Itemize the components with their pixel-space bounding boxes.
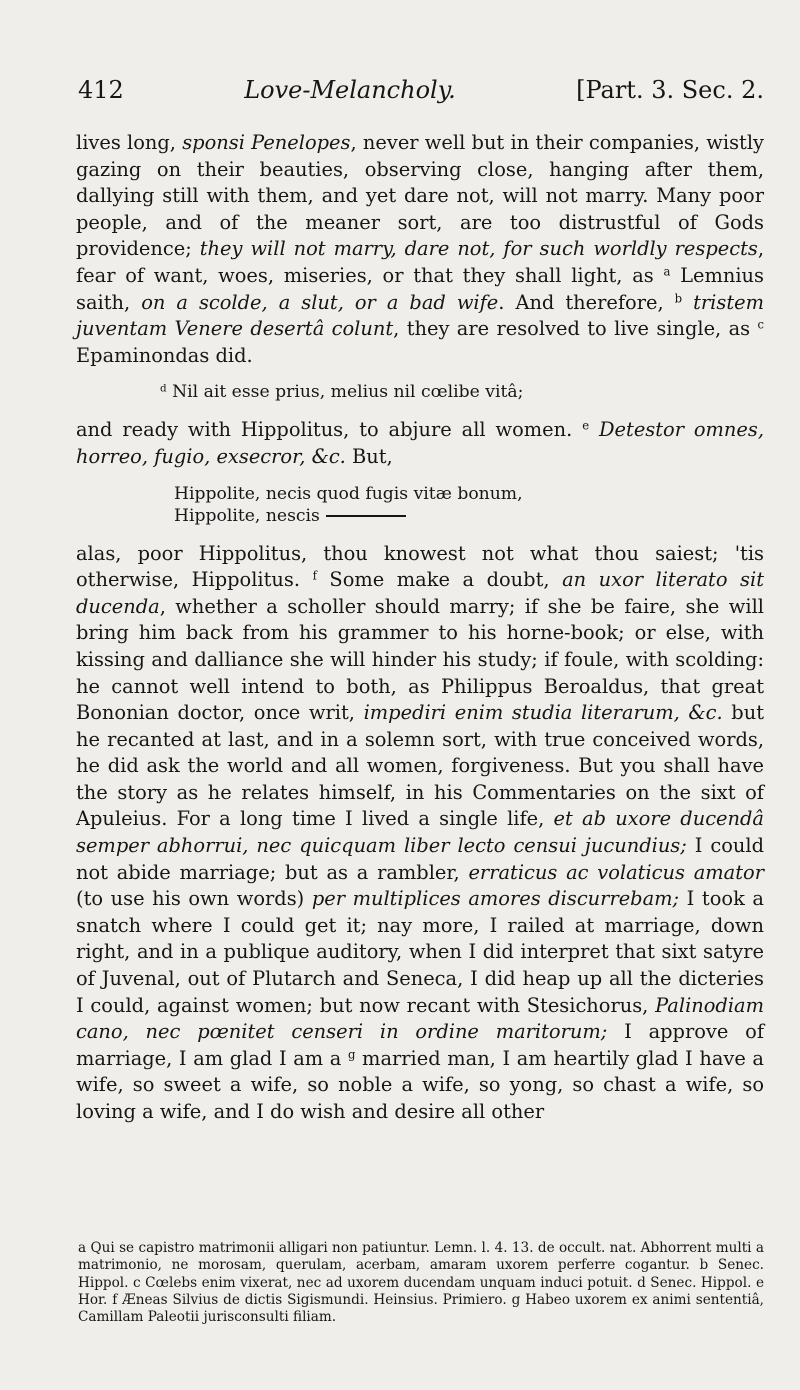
section-label: [Part. 3. Sec. 2. [576, 76, 764, 104]
footnote-ref-f: f [312, 568, 317, 583]
paragraph-3: alas, poor Hippolitus, thou knowest not what thou saiest; 'tis otherwise, Hippolitus. $^f$ Some make a doubt, an uxor literato sit ducenda, whether a scholler should marry; if she be faire, she will bring him back from his grammer to his horne-book; or else, with kissing and dalliance she will hinder his study; if foule, with scolding: he cannot well intend to both, as Philippus Beroaldus, that great Bononian doctor, once writ, impediri enim studia literarum, &c. but he recanted at last, and in a solemn sort, with true conceived words, he did ask the world and all women, forgiveness. But you shall have the story as he relates himself, in his Commentaries on the sixt of Apuleius. For a long time I lived a single life, et ab uxore ducendâ semper abhorrui, nec quicquam liber lecto censui jucundius; I could not abide marriage; but as a rambler, erraticus ac volaticus amator (to use his own words) per multiplices amores discurrebam; I took a snatch where I could get it; nay more, I railed at marriage, down right, and in a publique auditory, when I did interpret that sixt satyre of Juvenal, out of Plutarch and Seneca, I did heap up all the dicteries I could, against women; but now recant with Stesichorus, Palinodiam cano, nec pœnitet censeri in ordine maritorum; I approve of marriage, I am glad I am a $^g$ married man, I am heartily glad I have a wife, so sweet a wife, so noble a wife, so yong, so chast a wife, so loving a wife, and I do wish and desire all other [76, 541, 765, 1123]
footnote-g: g Habeo uxorem ex animi sententiâ, Camillam Paleotii jurisconsulti filiam. [78, 1291, 764, 1326]
verse-quote-2 [174, 483, 764, 527]
footnote-ref-d: d [160, 382, 167, 395]
footnote-ref-g: g [347, 1047, 356, 1062]
verse-line-1: Hippolite, necis quod fugis vitæ bonum, [174, 483, 523, 504]
paragraph-2: and ready with Hippolitus, to abjure all women. $^e$ Detestor omnes, horreo, fugio, exsecror, &c. But, [76, 418, 765, 468]
page-number: 412 [78, 76, 124, 104]
footnote-ref-b: b [674, 291, 683, 306]
footnote-ref-e: e [582, 418, 590, 433]
running-title: Love-Melancholy. [244, 76, 456, 104]
running-header [78, 76, 764, 112]
paragraph-1: lives long, sponsi Penelopes, never well but in their companies, wistly gazing on their beauties, observing close, hanging after them, dallying still with them, and yet dare not, will not marry. Many poor people, and of the meaner sort, are too distrustful of Gods providence; they will not marry, dare not, for such worldly respects, fear of want, woes, miseries, or that they shall light, as $^a$ Lemnius saith, on a scolde, a slut, or a bad wife. And therefore, $^b$ tristem juventam Venere desertâ colunt, they are resolved to live single, as $^c$ Epaminondas did. [76, 131, 765, 367]
footnote-a: a Qui se capistro matrimonii alligari non patiuntur. Lemn. l. 4. 13. de occult. nat. Abhorrent multi a matrimonio, ne morosam, querulam, acerbam, amaram uxorem perferre cogantur. [78, 1240, 764, 1274]
footnote-e: e Hor. [78, 1274, 764, 1308]
footnote-ref-c: c [757, 317, 765, 332]
verse-quote-1: $^d$ Nil ait esse prius, melius nil cœlibe vitâ; [160, 382, 524, 403]
footnote-d: d Senec. Hippol. [637, 1274, 752, 1291]
footnote-c: c Cœlebs enim vixerat, nec ad uxorem ducendam unquam induci potuit. [133, 1274, 633, 1291]
footnotes [78, 1240, 764, 1326]
footnote-b: b Senec. Hippol. [78, 1257, 765, 1291]
verse-line-2: Hippolite, nescis [174, 505, 764, 527]
dash-rule [326, 515, 406, 517]
footnote-ref-a: a [663, 264, 671, 279]
footnote-f: f Æneas Silvius de dictis Sigismundi. Heinsius. Primiero. [112, 1291, 507, 1308]
main-text [76, 130, 764, 1126]
